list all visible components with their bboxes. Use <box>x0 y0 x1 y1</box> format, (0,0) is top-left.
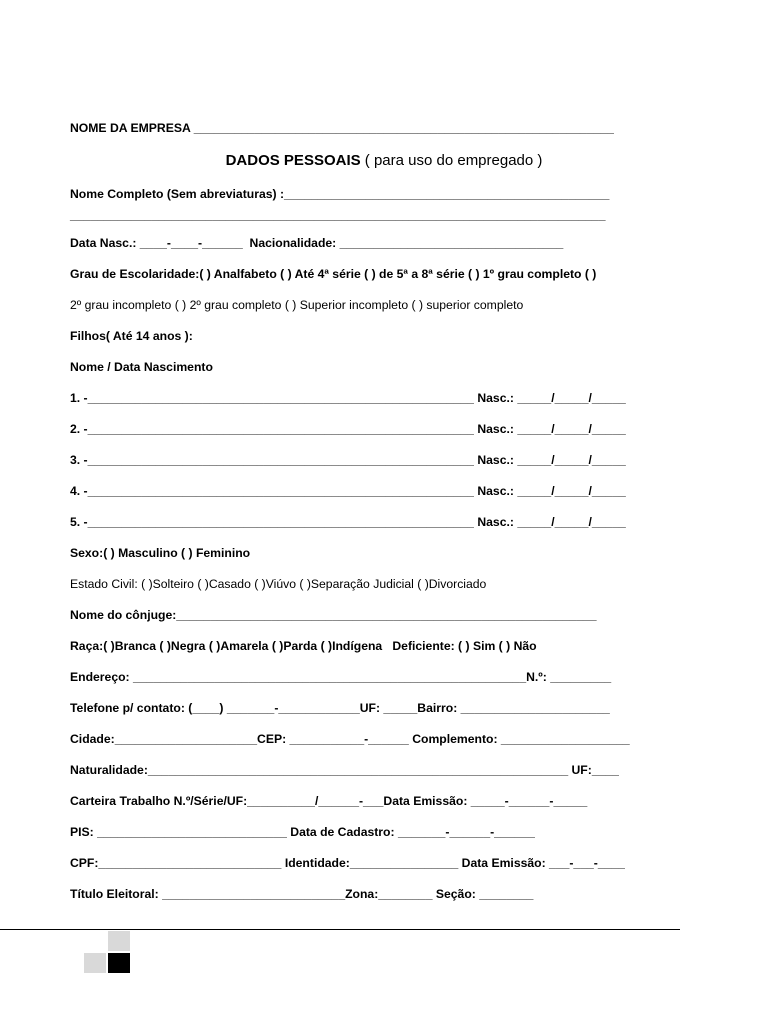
footer-divider <box>0 929 680 930</box>
pis-field[interactable]: PIS: ____________________________ Data de Cadastro: _______-______-______ <box>70 825 535 839</box>
child-row-1[interactable]: 1. -_________________________________________________________ Nasc.: _____/_____/_____ <box>70 391 626 405</box>
footer-decor-square-gray-top <box>108 931 130 951</box>
children-header: Nome / Data Nascimento <box>70 360 213 374</box>
child-row-3[interactable]: 3. -_________________________________________________________ Nasc.: _____/_____/_____ <box>70 453 626 467</box>
children-label: Filhos( Até 14 anos ): <box>70 329 193 343</box>
sex-options[interactable]: Sexo:( ) Masculino ( ) Feminino <box>70 546 251 560</box>
full-name-continuation[interactable]: _______________________________________________________________________________ <box>70 208 606 222</box>
address-field[interactable]: Endereço: __________________________________________________________N.º: _________ <box>70 670 612 684</box>
child-row-5[interactable]: 5. -_________________________________________________________ Nasc.: _____/_____/_____ <box>70 515 626 529</box>
form-title <box>0 152 768 169</box>
company-name-field[interactable]: NOME DA EMPRESA ______________________________________________________________ <box>70 121 614 135</box>
cpf-id-field[interactable]: CPF:___________________________ Identidade:________________ Data Emissão: ___-___-____ <box>70 856 625 870</box>
civil-status-options[interactable]: Estado Civil: ( )Solteiro ( )Casado ( )Viúvo ( )Separação Judicial ( )Divorciado <box>70 577 487 591</box>
child-row-2[interactable]: 2. -_________________________________________________________ Nasc.: _____/_____/_____ <box>70 422 626 436</box>
birth-nationality-field[interactable]: Data Nasc.: ____-____-______ Nacionalidade: _________________________________ <box>70 236 564 250</box>
phone-state-district-field[interactable]: Telefone p/ contato: (____) _______-____________UF: _____Bairro: ______________________ <box>70 701 610 715</box>
schooling-options-2[interactable]: 2º grau incompleto ( ) 2º grau completo ( ) Superior incompleto ( ) superior completo <box>70 298 524 312</box>
voter-title-field[interactable]: Título Eleitoral: ___________________________Zona:________ Seção: ________ <box>70 887 534 901</box>
spouse-name-field[interactable]: Nome do cônjuge:______________________________________________________________ <box>70 608 597 622</box>
child-row-4[interactable]: 4. -_________________________________________________________ Nasc.: _____/_____/_____ <box>70 484 626 498</box>
city-zip-complement-field[interactable]: Cidade:_____________________CEP: ___________-______ Complemento: ___________________ <box>70 732 630 746</box>
title-subtitle: ( para uso do empregado ) <box>360 152 543 169</box>
footer-decor-square-black <box>108 953 130 973</box>
work-card-field[interactable]: Carteira Trabalho N.º/Série/UF:__________/______-___Data Emissão: _____-______-_____ <box>70 794 588 808</box>
full-name-field[interactable]: Nome Completo (Sem abreviaturas) :________________________________________________ <box>70 187 610 201</box>
title-main: DADOS PESSOAIS <box>225 152 361 169</box>
schooling-options-1[interactable]: Grau de Escolaridade:( ) Analfabeto ( ) Até 4ª série ( ) de 5ª a 8ª série ( ) 1º grau completo ( ) <box>70 267 597 281</box>
race-disability-options[interactable]: Raça:( )Branca ( )Negra ( )Amarela ( )Parda ( )Indígena Deficiente: ( ) Sim ( ) Não <box>70 639 537 653</box>
footer-decor-square-gray-left <box>84 953 106 973</box>
birthplace-field[interactable]: Naturalidade:______________________________________________________________ UF:____ <box>70 763 619 777</box>
